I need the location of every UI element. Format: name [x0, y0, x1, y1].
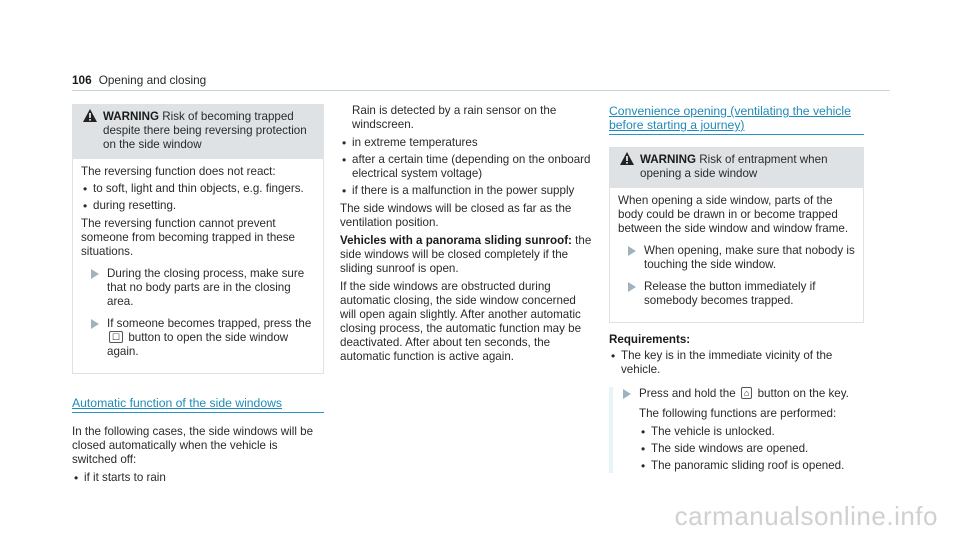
- warning-header: [73, 105, 323, 158]
- column-3: [609, 104, 864, 477]
- window-button-icon: ☐: [109, 331, 123, 343]
- step-text: button to open the side window again.: [107, 331, 289, 358]
- warning-box-trapped: [72, 104, 324, 374]
- list-item: • The key is in the immediate vicinity of the vehicle.: [609, 349, 864, 377]
- step-arrow-icon: [91, 269, 99, 279]
- warning-title: Risk of entrapment when opening a side window: [640, 153, 828, 180]
- body-text: The following functions are performed:: [639, 407, 837, 420]
- bullet-list: [72, 471, 324, 485]
- body-text: [340, 234, 592, 276]
- warning-triangle-icon: [83, 109, 97, 122]
- section-name: Opening and closing: [98, 73, 207, 87]
- section-title: [609, 104, 864, 135]
- list-item: • to soft, light and thin objects, e.g. fingers.: [81, 182, 315, 196]
- body-text: Rain is detected by a rain sensor on the windscreen.: [352, 104, 557, 131]
- step-text: Press and hold the: [639, 387, 736, 400]
- instruction-step: [618, 280, 855, 308]
- warning-box-entrapment: [609, 147, 864, 323]
- step-text: Release the button immediately if somebody becomes trapped.: [644, 280, 816, 307]
- warning-body: [610, 187, 863, 322]
- page-number: 106: [72, 73, 92, 87]
- requirements-label: Requirements:: [609, 333, 691, 346]
- bullet-list: [340, 136, 592, 198]
- instruction-step: [81, 317, 315, 359]
- unlock-key-icon: ⌂: [741, 387, 752, 399]
- procedure-block: [609, 387, 864, 473]
- section-title-text: Automatic function of the side windows: [72, 396, 283, 410]
- instruction-step: [81, 267, 315, 309]
- warning-text: When opening a side window, parts of the body could be drawn in or become trapped between the side window and window frame.: [618, 194, 849, 235]
- column-2: [340, 104, 592, 368]
- warning-label: WARNING: [103, 110, 160, 123]
- list-item: • The side windows are opened.: [639, 442, 864, 456]
- page-header: [72, 73, 206, 87]
- step-arrow-icon: [91, 319, 99, 329]
- step-text: button on the key.: [757, 387, 849, 400]
- step-text: During the closing process, make sure that no body parts are in the closing area.: [107, 267, 305, 308]
- step-text: When opening, make sure that nobody is touching the side window.: [644, 244, 855, 271]
- step-text: If someone becomes trapped, press the: [107, 317, 312, 330]
- instruction-step: [618, 244, 855, 272]
- section-title: [72, 396, 324, 413]
- column-1: [72, 104, 324, 489]
- body-text: If the side windows are obstructed during automatic closing, the side window concerned will open again slightly. After another automatic closing process, the automatic function may be deactivated. After about ten seconds, the automatic function is active again.: [340, 280, 582, 363]
- warning-text: The reversing function does not react:: [81, 165, 276, 178]
- list-item: • if there is a malfunction in the power supply: [340, 184, 592, 198]
- list-item: • The vehicle is unlocked.: [639, 425, 864, 439]
- body-text: In the following cases, the side windows will be closed automatically when the vehicle is switched off:: [72, 425, 314, 466]
- warning-title: Risk of becoming trapped despite there being reversing protection on the side window: [103, 110, 307, 151]
- section-title-text: Convenience opening (ventilating the vehicle before starting a journey): [609, 104, 851, 132]
- warning-label: WARNING: [640, 153, 697, 166]
- warning-header: [610, 148, 863, 187]
- list-item: • The panoramic sliding roof is opened.: [639, 459, 864, 473]
- watermark: carmanualsonline.info: [674, 501, 938, 531]
- list-item: • during resetting.: [81, 199, 315, 213]
- list-item: • in extreme temperatures: [340, 136, 592, 150]
- warning-body: [73, 158, 323, 373]
- functions-list: [613, 425, 864, 473]
- step-arrow-icon: [623, 389, 631, 399]
- step-arrow-icon: [628, 246, 636, 256]
- list-item: • if it starts to rain: [72, 471, 324, 485]
- instruction-step: [613, 387, 864, 401]
- bold-label: Vehicles with a panorama sliding sunroof:: [340, 234, 572, 247]
- body-text: The side windows will be closed as far as the ventilation position.: [340, 202, 572, 229]
- body-text-span: the side windows will be closed completely if the sliding sunroof is open.: [340, 234, 592, 275]
- header-divider: [72, 90, 890, 91]
- warning-triangle-icon: [620, 152, 634, 165]
- warning-text: The reversing function cannot prevent someone from becoming trapped in these situations.: [81, 217, 295, 258]
- requirements-list: [609, 349, 864, 377]
- step-arrow-icon: [628, 282, 636, 292]
- list-item: • after a certain time (depending on the onboard electrical system voltage): [340, 153, 592, 181]
- warning-bullets: [81, 182, 315, 213]
